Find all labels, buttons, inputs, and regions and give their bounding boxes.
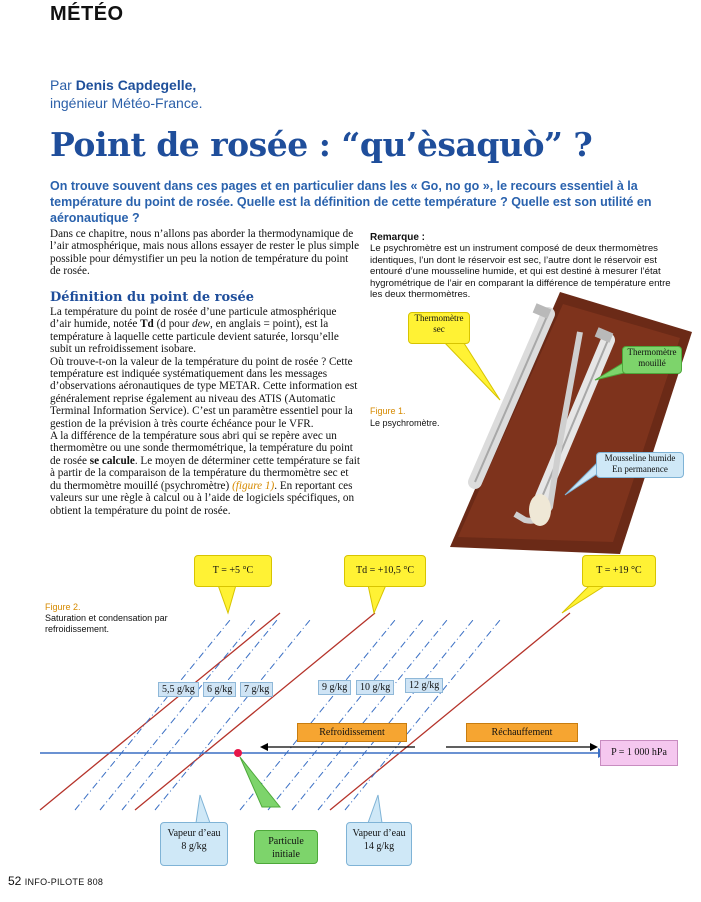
warming-label: Réchauffement bbox=[466, 723, 578, 742]
mixing-ratio-10: 10 g/kg bbox=[356, 680, 394, 695]
intro-paragraph: Dans ce chapitre, nous n’allons pas aborder la thermodynamique de l’air atmosphérique, mais nous allons essayer de rester le plus simple possible pour démystifier un peu la notion de température du point de rosée. bbox=[50, 228, 360, 278]
vapour-8-line1: Vapeur d’eau bbox=[167, 828, 221, 839]
vapour-8-callout bbox=[160, 822, 228, 866]
remark-text: Le psychromètre est un instrument composé de deux thermomètres identiques, l’un dont le réservoir est sec, l’autre dont le réservoir est entouré d’une mousseline humide, et qui est destiné à mesurer l’état hygrométrique de l’air en comparant la différence de température entre les deux thermomètres. bbox=[370, 243, 671, 301]
callout-wet-line1: Thermomètre bbox=[627, 347, 677, 357]
initial-particle-callout bbox=[254, 830, 318, 864]
article-lead: On trouve souvent dans ces pages et en particulier dans les « Go, no go », le recours essentiel à la température du point de rosée. Quelle est la définition de cette température ? Quelle est son utilité en aéronautique ? bbox=[50, 179, 652, 225]
temp-callout-td: Td = +10,5 °C bbox=[344, 555, 426, 587]
magazine-name: INFO-PILOTE 808 bbox=[24, 877, 104, 887]
author-block bbox=[50, 76, 203, 112]
figure-ref: (figure 1) bbox=[232, 479, 275, 492]
def-p3-a: A la différence de la température sous abri qui se repère avec un thermomètre ou une sonde thermométrique, la température du point de rosée bbox=[50, 430, 353, 467]
author-role: ingénieur Météo-France. bbox=[50, 95, 203, 111]
callout-wet-line2: mouillé bbox=[638, 358, 666, 368]
callout-dry-line1: Thermomètre bbox=[414, 313, 464, 323]
def-p3-c: . Le moyen de déterminer cette température se fait à partir de la comparaison de la température du thermomètre sec et du thermomètre mouillé (psychromètre) bbox=[50, 454, 361, 492]
mixing-ratio-5-5: 5,5 g/kg bbox=[158, 682, 199, 697]
figure2-caption: Saturation et condensation par refroidissement. bbox=[45, 613, 168, 634]
vapour-8-line2: 8 g/kg bbox=[181, 841, 207, 852]
author-name: Denis Capdegelle, bbox=[75, 77, 197, 93]
figure2-label: Figure 2. bbox=[45, 602, 81, 612]
callout-dry-thermometer bbox=[408, 312, 470, 344]
figure1-caption: Le psychromètre. bbox=[370, 418, 440, 428]
vapour-14-callout bbox=[346, 822, 412, 866]
temp-callout-5: T = +5 °C bbox=[194, 555, 272, 587]
def-p2: Où trouve-t-on la valeur de la température du point de rosée ? Cette température est indiquée systématiquement dans les messages d’observations aéronautiques de type METAR. Cette information est généralement reprise également au niveau des ATIS (Automatic Terminal Information Service). C’est un paramètre essentiel pour la gestion de la prévision à très courte échéance pour le VFR. bbox=[50, 355, 358, 430]
def-td: Td bbox=[140, 318, 154, 331]
callout-muslin-line1: Mousseline humide bbox=[604, 453, 676, 463]
callout-muslin-line2: En permanence bbox=[612, 464, 668, 474]
mixing-ratio-lines bbox=[75, 620, 500, 810]
definition-text bbox=[50, 306, 360, 517]
def-p1-a: La température du point de rosée d’une particule atmosphérique d’air humide, notée bbox=[50, 306, 337, 331]
definition-heading: Définition du point de rosée bbox=[50, 290, 254, 305]
vapour-14-line2: 14 g/kg bbox=[363, 841, 395, 852]
particle-line2: initiale bbox=[272, 849, 300, 860]
def-p1-c: , en anglais = point), est la température à laquelle cette particule devient saturée, lorsqu’elle subit un refroidissement isobare. bbox=[50, 318, 339, 356]
mixing-ratio-7: 7 g/kg bbox=[240, 682, 273, 697]
remark-title: Remarque : bbox=[370, 232, 426, 243]
muslin-wick bbox=[529, 494, 551, 526]
pressure-label: P = 1 000 hPa bbox=[600, 740, 678, 766]
article-title: Point de rosée : “qu’èsaquò” ? bbox=[50, 125, 593, 164]
def-p3-d: . En reportant ces valeurs sur une règle à calcul ou à l’aide de logiciels spécifiques, on obtient la température du point de rosée. bbox=[50, 479, 355, 517]
callout-dry-line2: sec bbox=[433, 324, 445, 334]
cooling-label: Refroidissement bbox=[297, 723, 407, 742]
isotherm-19 bbox=[330, 613, 570, 810]
def-p3-b: se calcule bbox=[89, 454, 135, 467]
def-dew: dew bbox=[192, 318, 211, 331]
def-p1-b: (d pour bbox=[153, 318, 192, 331]
callout-muslin bbox=[596, 452, 684, 478]
mixing-ratio-6: 6 g/kg bbox=[203, 682, 236, 697]
initial-particle-dot bbox=[234, 749, 242, 757]
mixing-ratio-9: 9 g/kg bbox=[318, 680, 351, 695]
author-prefix: Par bbox=[50, 77, 76, 93]
particle-line1: Particule bbox=[268, 836, 304, 847]
mixing-ratio-12: 12 g/kg bbox=[405, 678, 443, 693]
page-number: 52 bbox=[8, 874, 22, 888]
temp-callout-19: T = +19 °C bbox=[582, 555, 656, 587]
figure1-label: Figure 1. bbox=[370, 406, 406, 416]
page-footer bbox=[8, 874, 103, 888]
vapour-14-line1: Vapeur d’eau bbox=[352, 828, 406, 839]
section-label: MÉTÉO bbox=[50, 3, 124, 25]
callout-wet-thermometer bbox=[622, 346, 682, 374]
isotherm-5 bbox=[40, 613, 280, 810]
